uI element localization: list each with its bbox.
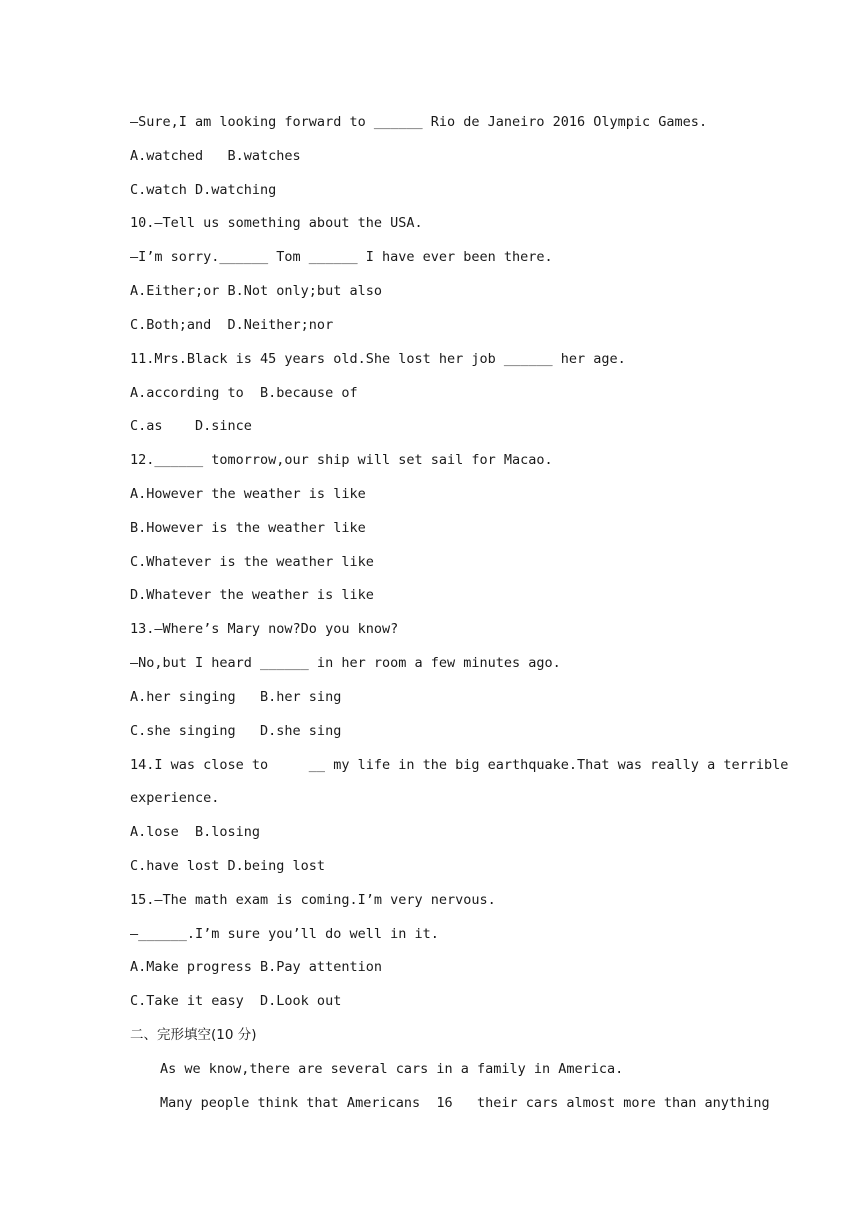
q9-options-ab: A.watched B.watches — [130, 148, 301, 164]
q15-stem: 15.—The math exam is coming.I’m very nervous. — [130, 892, 496, 908]
q10-stem: 10.—Tell us something about the USA. — [130, 215, 423, 231]
q13-stem: 13.—Where’s Mary now?Do you know? — [130, 621, 399, 637]
q14-options-cd: C.have lost D.being lost — [130, 858, 326, 874]
q10-options-ab: A.Either;or B.Not only;but also — [130, 283, 382, 299]
q9-options-cd: C.watch D.watching — [130, 182, 277, 198]
q14-options-ab: A.lose B.losing — [130, 824, 261, 840]
q11-options-cd: C.as D.since — [130, 418, 252, 434]
q13-options-cd: C.she singing D.she sing — [130, 723, 342, 739]
cloze-paragraph-line-1: As we know,there are several cars in a family in America. — [160, 1061, 624, 1077]
q15-options-ab: A.Make progress B.Pay attention — [130, 959, 382, 975]
q11-stem: 11.Mrs.Black is 45 years old.She lost her job ______ her age. — [130, 351, 626, 367]
q10-options-cd: C.Both;and D.Neither;nor — [130, 317, 334, 333]
q9-dialogue-answer: —Sure,I am looking forward to ______ Rio de Janeiro 2016 Olympic Games. — [130, 114, 708, 130]
q13-options-ab: A.her singing B.her sing — [130, 689, 342, 705]
q15-dialogue-answer: —______.I’m sure you’ll do well in it. — [130, 926, 439, 942]
q12-option-c: C.Whatever is the weather like — [130, 554, 374, 570]
q12-option-b: B.However is the weather like — [130, 520, 366, 536]
section-heading-cloze: 二、完形填空(10 分) — [130, 1027, 257, 1043]
q12-option-d: D.Whatever the weather is like — [130, 587, 374, 603]
q10-dialogue-answer: —I’m sorry.______ Tom ______ I have ever been there. — [130, 249, 553, 265]
q14-stem: 14.I was close to __ my life in the big earthquake.That was really a terrible — [130, 757, 789, 773]
q12-stem: 12.______ tomorrow,our ship will set sail for Macao. — [130, 452, 553, 468]
q13-dialogue-answer: —No,but I heard ______ in her room a few minutes ago. — [130, 655, 561, 671]
q12-option-a: A.However the weather is like — [130, 486, 366, 502]
q14-stem-continued: experience. — [130, 790, 220, 806]
q15-options-cd: C.Take it easy D.Look out — [130, 993, 342, 1009]
cloze-paragraph-line-2: Many people think that Americans 16 their cars almost more than anything — [160, 1095, 770, 1111]
q11-options-ab: A.according to B.because of — [130, 385, 358, 401]
